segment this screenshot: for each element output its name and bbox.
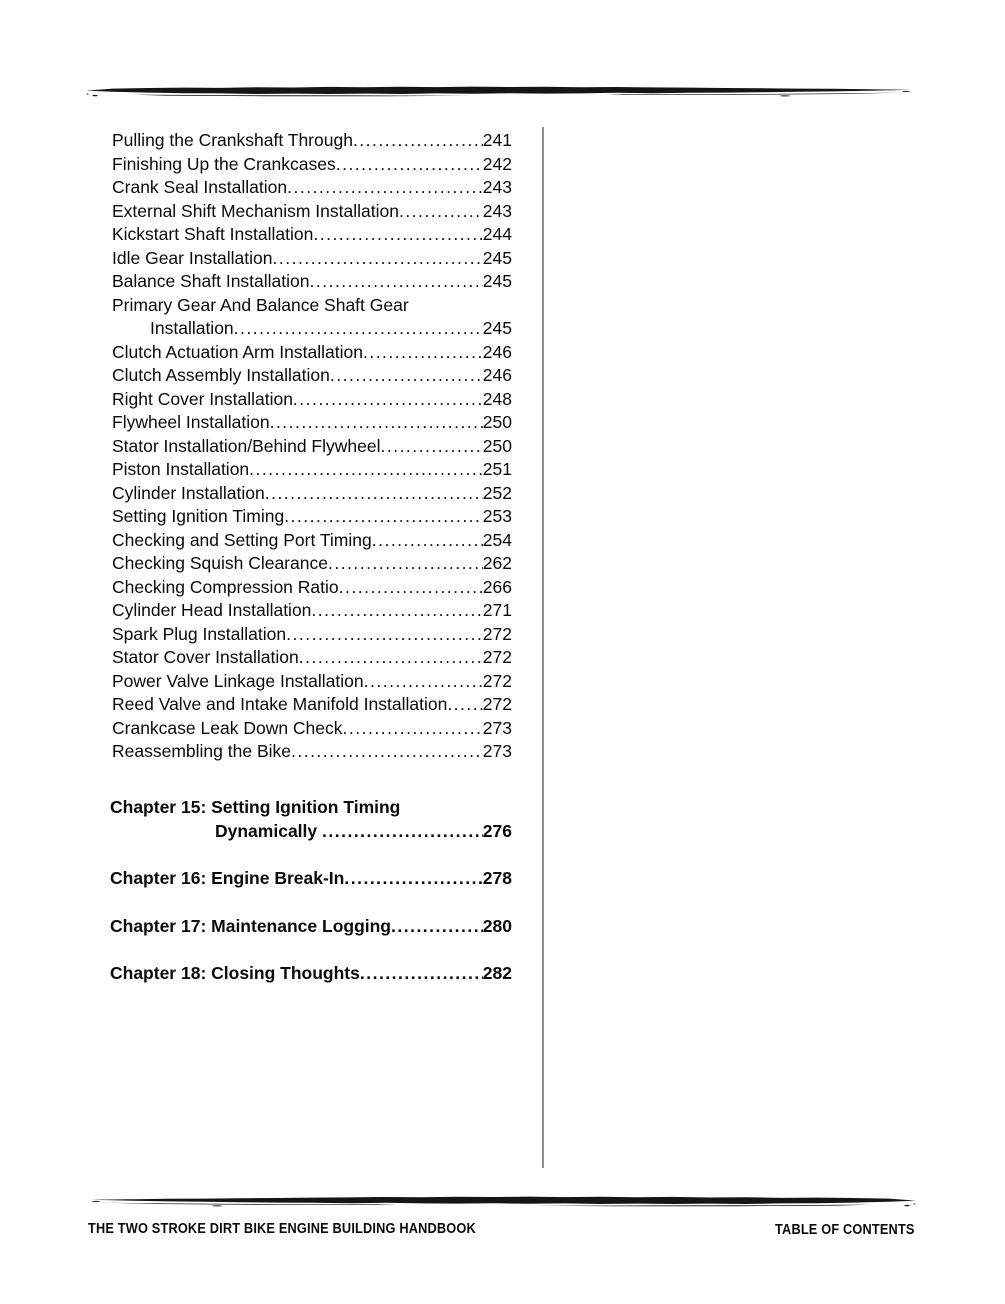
- dot-leader: [270, 411, 483, 435]
- toc-entry: [104, 458, 512, 482]
- dot-leader: [380, 435, 482, 459]
- toc-entry: [104, 646, 512, 670]
- toc-entry: [104, 717, 512, 741]
- toc-entry-page: 250: [482, 435, 512, 456]
- chapter-line: [104, 820, 512, 844]
- chapter: [104, 867, 512, 891]
- chapter: [104, 915, 512, 939]
- toc-entry-page: 241: [482, 130, 512, 150]
- toc-entry-page: 251: [482, 459, 512, 479]
- toc-entry-title: Reed Valve and Intake Manifold Installation: [112, 694, 448, 714]
- dot-leader: [311, 599, 482, 623]
- toc-entry-page: 272: [482, 623, 512, 644]
- chapter-line-title: Chapter 15: Setting Ignition Timing: [110, 797, 401, 817]
- chapter-list: [104, 796, 512, 1010]
- toc-entry-title: Installation: [150, 318, 234, 338]
- toc-entry: [104, 341, 512, 365]
- toc-entry-page: 271: [482, 600, 512, 620]
- toc-entry: [104, 670, 512, 694]
- toc-entry-page: 248: [482, 388, 512, 409]
- toc-entry-page: 252: [482, 482, 512, 503]
- toc-entry-page: 273: [482, 741, 512, 761]
- toc-entry: [104, 317, 512, 341]
- dot-leader: [372, 529, 483, 553]
- toc-entry-title: Checking and Setting Port Timing: [112, 529, 372, 550]
- toc-entry-page: 246: [482, 365, 512, 385]
- dot-leader: [310, 270, 483, 294]
- chapter-line-page: 280: [482, 915, 512, 936]
- footer-section-label: TABLE OF CONTENTS: [775, 1222, 915, 1238]
- toc-entry-page: 245: [482, 318, 512, 338]
- toc-entry: [104, 270, 512, 294]
- toc-entry-title: Cylinder Head Installation: [112, 600, 312, 620]
- dot-leader: [299, 646, 483, 670]
- dot-leader: [313, 223, 482, 247]
- toc-entry-page: 246: [482, 341, 512, 362]
- chapter-line: [104, 962, 512, 986]
- dot-leader: [360, 962, 483, 986]
- toc-entry-title: Stator Cover Installation: [112, 647, 299, 667]
- toc-entry-title: Power Valve Linkage Installation: [112, 670, 364, 691]
- dot-leader: [234, 317, 483, 341]
- column-divider: [542, 127, 544, 1168]
- toc-entry-page: 245: [482, 271, 512, 291]
- toc-entry-page: 262: [482, 553, 512, 573]
- toc-entry-page: 243: [482, 177, 512, 197]
- toc-entry-page: 243: [482, 200, 512, 221]
- dot-leader: [364, 670, 483, 694]
- dot-leader: [391, 915, 483, 939]
- toc-entry: [104, 388, 512, 412]
- toc-entry-title: Flywheel Installation: [112, 412, 270, 432]
- chapter-line-page: 278: [482, 868, 512, 888]
- toc-entry-title: Right Cover Installation: [112, 388, 293, 409]
- toc-entry-title: External Shift Mechanism Installation: [112, 200, 399, 221]
- toc-entry: [104, 552, 512, 576]
- bottom-rule: [87, 1191, 917, 1209]
- dot-leader: [353, 129, 483, 153]
- toc-entry-title: Checking Squish Clearance: [112, 553, 328, 573]
- toc-entry-title: Balance Shaft Installation: [112, 271, 310, 291]
- dot-leader: [344, 867, 482, 891]
- toc-entry-page: 254: [482, 529, 512, 550]
- dot-leader: [328, 552, 483, 576]
- toc-entry-page: 250: [482, 412, 512, 432]
- toc-entry-title: Setting Ignition Timing: [112, 506, 285, 526]
- chapter-line: [104, 796, 512, 820]
- toc-entry-title: Clutch Actuation Arm Installation: [112, 341, 363, 362]
- toc-entry: [104, 247, 512, 271]
- toc-entry: [104, 364, 512, 388]
- toc-entry-title: Crankcase Leak Down Check: [112, 717, 343, 738]
- toc-entry-title: Kickstart Shaft Installation: [112, 224, 314, 244]
- dot-leader: [330, 364, 483, 388]
- toc-entry: [104, 176, 512, 200]
- chapter: [104, 962, 512, 986]
- toc-entry-page: 273: [482, 717, 512, 738]
- chapter-line-title: Chapter 17: Maintenance Logging: [110, 915, 391, 936]
- chapter-line-title: Chapter 16: Engine Break-In: [110, 868, 345, 888]
- dot-leader: [322, 820, 483, 844]
- dot-leader: [273, 247, 483, 271]
- dot-leader: [447, 693, 482, 717]
- chapter-line: [104, 867, 512, 891]
- toc-entry-title: Idle Gear Installation: [112, 247, 273, 268]
- dot-leader: [339, 576, 483, 600]
- toc-entry: [104, 294, 512, 318]
- toc-entry: [104, 576, 512, 600]
- chapter-line-page: 276: [482, 820, 512, 841]
- chapter-line-page: 282: [482, 963, 512, 983]
- dot-leader: [293, 388, 483, 412]
- toc-list: [104, 129, 512, 764]
- toc-entry-title: Clutch Assembly Installation: [112, 365, 330, 385]
- toc-entry: [104, 435, 512, 459]
- toc-entry-page: 272: [482, 647, 512, 667]
- toc-entry: [104, 129, 512, 153]
- toc-entry-title: Checking Compression Ratio: [112, 576, 339, 597]
- toc-entry-title: Reassembling the Bike: [112, 741, 291, 761]
- toc-entry: [104, 740, 512, 764]
- toc-entry-title: Pulling the Crankshaft Through: [112, 130, 353, 150]
- footer-book-title: THE TWO STROKE DIRT BIKE ENGINE BUILDING HANDBOOK: [88, 1221, 476, 1237]
- toc-entry-page: 242: [482, 153, 512, 174]
- dot-leader: [363, 341, 483, 365]
- dot-leader: [284, 505, 483, 529]
- toc-entry-title: Finishing Up the Crankcases: [112, 153, 336, 174]
- toc-entry: [104, 153, 512, 177]
- toc-entry: [104, 223, 512, 247]
- chapter-line-title: Dynamically: [215, 820, 322, 841]
- toc-entry-page: 253: [482, 506, 512, 526]
- dot-leader: [291, 740, 483, 764]
- toc-entry-title: Stator Installation/Behind Flywheel: [112, 435, 381, 456]
- toc-entry: [104, 623, 512, 647]
- toc-entry-page: 244: [482, 224, 512, 244]
- toc-entry-title: Spark Plug Installation: [112, 623, 287, 644]
- toc-entry: [104, 505, 512, 529]
- dot-leader: [336, 153, 483, 177]
- dot-leader: [249, 458, 483, 482]
- chapter-line: [104, 915, 512, 939]
- dot-leader: [399, 200, 483, 224]
- toc-entry-title: Piston Installation: [112, 459, 250, 479]
- footer: [0, 1218, 1005, 1242]
- toc-entry-page: 272: [482, 670, 512, 691]
- dot-leader: [343, 717, 483, 741]
- toc-entry: [104, 411, 512, 435]
- top-rule: [85, 81, 915, 99]
- toc-entry-page: 272: [482, 694, 512, 714]
- chapter: [104, 796, 512, 843]
- toc-entry: [104, 529, 512, 553]
- toc-entry: [104, 599, 512, 623]
- toc-entry-title: Crank Seal Installation: [112, 177, 288, 197]
- toc-entry: [104, 693, 512, 717]
- toc-entry: [104, 482, 512, 506]
- toc-entry: [104, 200, 512, 224]
- toc-entry-page: 266: [482, 576, 512, 597]
- toc-entry-page: 245: [482, 247, 512, 268]
- dot-leader: [286, 623, 483, 647]
- dot-leader: [265, 482, 483, 506]
- dot-leader: [287, 176, 483, 200]
- toc-entry-title: Cylinder Installation: [112, 482, 265, 503]
- toc-entry-title: Primary Gear And Balance Shaft Gear: [112, 294, 409, 315]
- chapter-line-title: Chapter 18: Closing Thoughts: [110, 963, 360, 983]
